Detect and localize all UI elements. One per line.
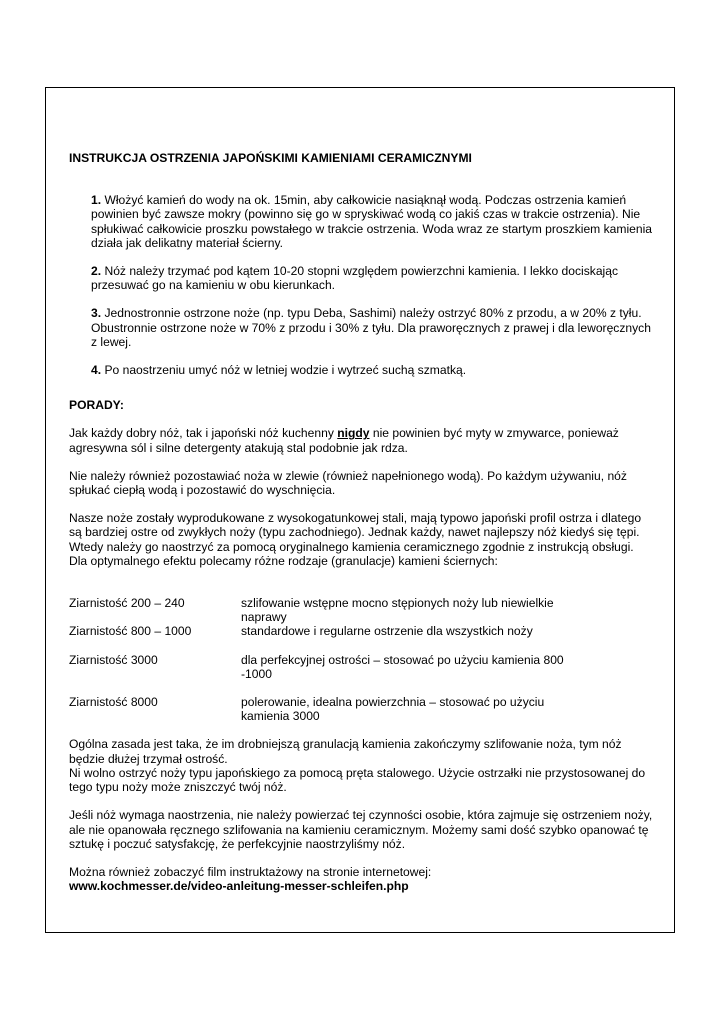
grit-table bbox=[69, 596, 654, 723]
emphasis-never: nigdy bbox=[337, 426, 370, 441]
document-title: INSTRUKCJA OSTRZENIA JAPOŃSKIMI KAMIENIAMI CERAMICZNYMI bbox=[69, 151, 472, 165]
grit-description: dla perfekcyjnej ostrości – stosować po użyciu kamienia 800 -1000 bbox=[241, 652, 564, 681]
step-number: 3. bbox=[91, 306, 102, 321]
tip-dishwasher bbox=[69, 426, 654, 454]
grit-row bbox=[69, 653, 654, 681]
step-text: Nóż należy trzymać pod kątem 10-20 stopni względem powierzchni kamienia. I lekko dociskając przesuwać go na kamieniu w obu kierunkach. bbox=[91, 264, 619, 293]
video-info bbox=[69, 865, 654, 893]
grit-label: Ziarnistość 800 – 1000 bbox=[69, 624, 192, 639]
grit-row bbox=[69, 596, 654, 624]
rule-granulation: Ogólna zasada jest taka, że im drobniejszą granulacją kamienia zakończymy szlifowanie noża, tym nóż będzie dłużej trzymał ostrość. bbox=[69, 737, 622, 766]
step-4 bbox=[91, 363, 654, 377]
grit-label: Ziarnistość 8000 bbox=[69, 695, 158, 710]
tip-steel: Nasze noże zostały wyprodukowane z wysokogatunkowej stali, mają typowo japoński profil ostrza i dlatego są bardziej ostre od zwykłych noży (typu zachodniego). Jednak każdy, nawet najlepszy nóż kiedyś się tępi. Wtedy należy go naostrzyć za pomocą oryginalnego kamienia ceramicznego zgodnie z instrukcją obsługi. Dla optymalnego efektu polecamy różne rodzaje (granulacje) kamieni ściernych: bbox=[69, 511, 642, 568]
tip-professional: Jeśli nóż wymaga naostrzenia, nie należy powierzać tej czynności osobie, która zajmuje się ostrzeniem noży, ale nie opanowała ręcznego szlifowania na kamieniu ceramicznym. Możemy sami dość szybko opanować tę sztukę i poczuć satysfakcję, że perfekcyjnie naostrzyliśmy nóż. bbox=[69, 808, 653, 851]
grit-row bbox=[69, 624, 654, 638]
instruction-steps bbox=[69, 193, 654, 377]
grit-row bbox=[69, 695, 654, 723]
grit-description: polerowanie, idealna powierzchnia – stosować po użyciu kamienia 3000 bbox=[241, 695, 545, 724]
grit-description: standardowe i regularne ostrzenie dla wszystkich noży bbox=[241, 624, 533, 639]
step-3 bbox=[91, 306, 654, 349]
document-body bbox=[69, 151, 654, 893]
step-number: 4. bbox=[91, 363, 102, 378]
tip-sink: Nie należy również pozostawiać noża w zlewie (również napełnionego wodą). Po każdym używaniu, nóż spłukać ciepłą wodą i pozostawić do wyschnięcia. bbox=[69, 468, 627, 498]
step-1 bbox=[91, 193, 654, 250]
grit-description: szlifowanie wstępne mocno stępionych noży lub niewielkie naprawy bbox=[241, 596, 554, 625]
grit-label: Ziarnistość 200 – 240 bbox=[69, 596, 185, 611]
step-text: Po naostrzeniu umyć nóż w letniej wodzie i wytrzeć suchą szmatką. bbox=[101, 363, 467, 378]
step-text: Jednostronnie ostrzone noże (np. typu Deba, Sashimi) należy ostrzyć 80% z przodu, a w 20% z tyłu. Obustronnie ostrzone noże w 70% z przodu i 30% z tyłu. Dla praworęcznych z prawej i dla leworęcznych z lewej. bbox=[91, 306, 651, 349]
grit-label: Ziarnistość 3000 bbox=[69, 652, 158, 667]
rule-no-steel-rod: Ni wolno ostrzyć noży typu japońskiego za pomocą pręta stalowego. Użycie ostrzałki nie przystosowanej do tego typu noży może zniszczyć twój nóż. bbox=[69, 765, 646, 795]
step-2 bbox=[91, 264, 654, 292]
step-number: 2. bbox=[91, 264, 102, 279]
tip-text: nie powinien być myty w zmywarce, ponieważ agresywna sól i silne detergenty atakują stal podobnie jak rdza. bbox=[69, 426, 619, 455]
step-text: Włożyć kamień do wody na ok. 15min, aby całkowicie nasiąknął wodą. Podczas ostrzenia kamień powinien być zawsze mokry (powinno się go w spryskiwać wodą co jakiś czas w trakcie ostrzenia). Nie spłukiwać całkowicie proszku powstałego w trakcie ostrzenia. Woda wraz ze startym proszkiem kamienia działa jak delikatny materiał ścierny. bbox=[91, 193, 653, 250]
tip-text: Jak każdy dobry nóż, tak i japoński nóż kuchenny bbox=[69, 426, 338, 441]
video-url: www.kochmesser.de/video-anleitung-messer-schleifen.php bbox=[69, 879, 409, 894]
video-text: Można również zobaczyć film instruktażowy na stronie internetowej: bbox=[69, 864, 432, 879]
general-rules bbox=[69, 737, 654, 794]
tips-heading: PORADY: bbox=[69, 398, 124, 413]
step-number: 1. bbox=[91, 193, 102, 208]
